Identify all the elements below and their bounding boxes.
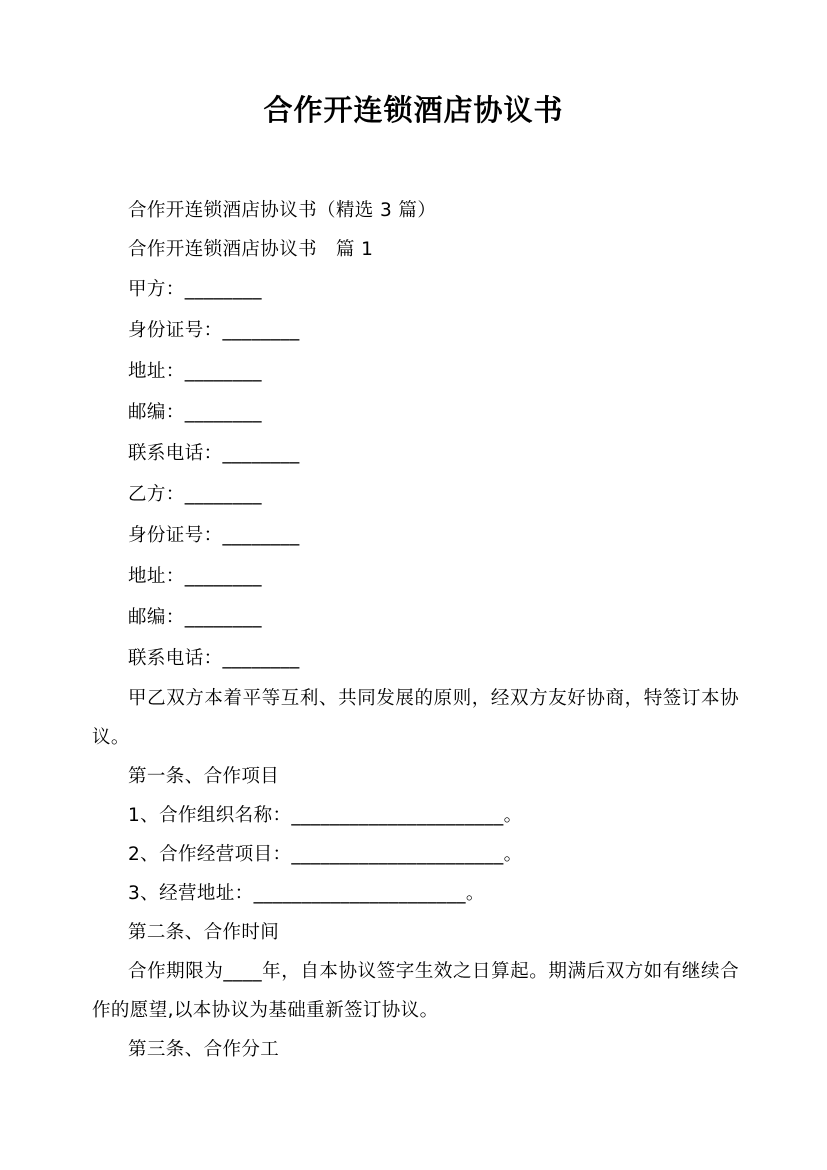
paragraph: 3、经营地址：______________________。	[128, 883, 485, 904]
document-body	[0, 191, 827, 1069]
paragraph: 联系电话：________	[128, 648, 300, 669]
paragraph: 身份证号：________	[128, 320, 300, 341]
paragraph: 乙方：________	[128, 484, 262, 505]
paragraph: 合作开连锁酒店协议书（精选 3 篇）	[128, 200, 437, 221]
paragraph: 第三条、合作分工	[128, 1039, 280, 1060]
paragraph: 地址：________	[128, 361, 262, 382]
paragraph: 联系电话：________	[128, 443, 300, 464]
paragraph: 甲方：________	[128, 279, 262, 300]
paragraph: 1、合作组织名称：______________________。	[128, 805, 523, 826]
paragraph: 地址：________	[128, 566, 262, 587]
paragraph: 第一条、合作项目	[128, 766, 280, 787]
paragraph: 邮编：________	[128, 402, 262, 423]
page-title: 合作开连锁酒店协议书	[263, 93, 564, 127]
paragraph: 甲乙双方本着平等互利、共同发展的原则，经双方友好协商，特签订本协议。	[92, 688, 739, 748]
paragraph: 2、合作经营项目：______________________。	[128, 844, 523, 865]
paragraph: 邮编：________	[128, 607, 262, 628]
paragraph: 第二条、合作时间	[128, 922, 280, 943]
paragraph: 合作开连锁酒店协议书 篇 1	[128, 239, 374, 260]
paragraph: 合作期限为____年，自本协议签字生效之日算起。期满后双方如有继续合作的愿望,以本协议为基础重新签订协议。	[92, 961, 739, 1021]
paragraph: 身份证号：________	[128, 525, 300, 546]
